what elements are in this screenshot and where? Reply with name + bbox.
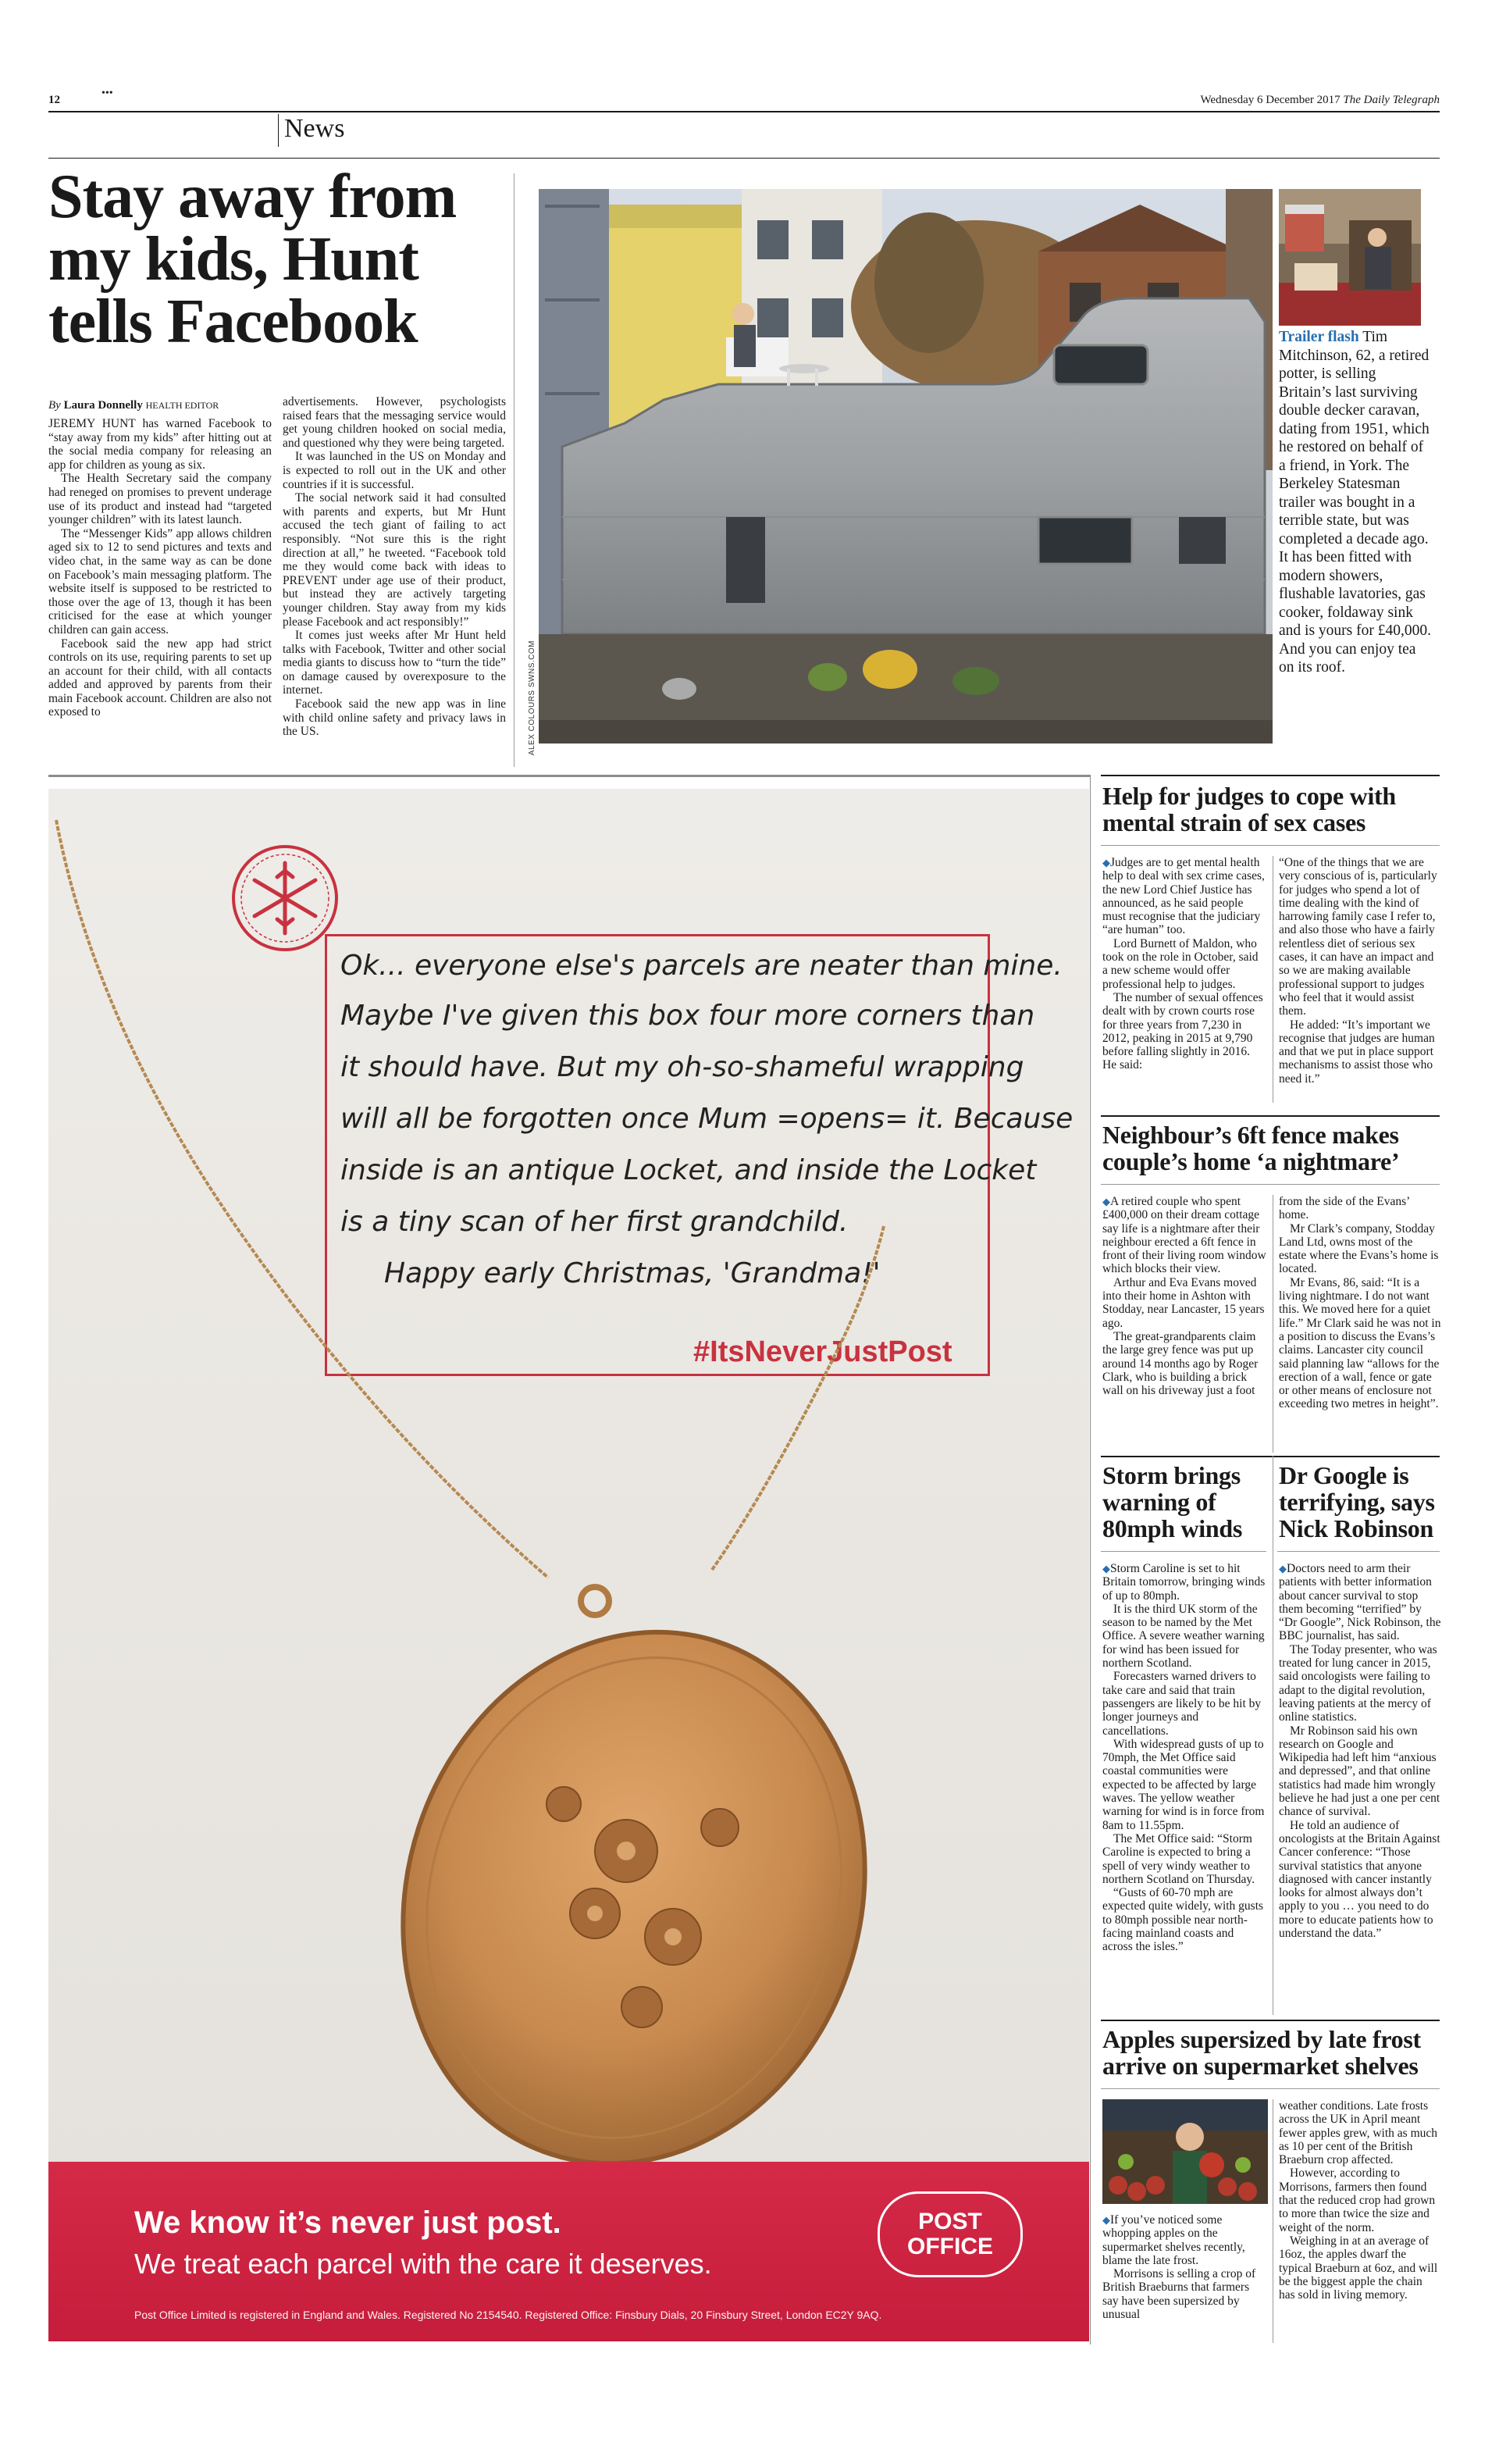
google-column <box>1279 1562 1441 1940</box>
paragraph <box>1102 2213 1266 2267</box>
paragraph: from the side of the Evans’ home. <box>1279 1195 1410 1222</box>
brief-rule <box>1101 2020 1440 2021</box>
headline-line: terrifying, says <box>1279 1488 1435 1516</box>
paper-name: The Daily Telegraph <box>1343 94 1440 106</box>
apples-photo <box>1102 2099 1268 2204</box>
masthead-rule <box>48 111 1440 112</box>
byline-name: Laura Donnelly <box>63 399 143 412</box>
ad-subline: We treat each parcel with the care it deserves. <box>134 2248 712 2280</box>
locket-icon <box>48 789 1089 2162</box>
paragraph: He told an audience of oncologists at the Britain Against Cancer conference: “Those survival statistics that anyone diagnosed with cancer instantly looks for almost always don’t apply to you … you need to do more to educate patients how to understand the data.” <box>1279 1818 1440 1941</box>
hashtag: #ItsNeverJustPost <box>693 1335 952 1368</box>
ad-footer-band <box>48 2162 1089 2341</box>
headline-line: my kids, Hunt <box>48 225 418 294</box>
handwriting-line: Happy early Christmas, 'Grandma!' <box>384 1257 881 1289</box>
brief-subrule <box>1101 845 1440 846</box>
paragraph: The social network said it had consulted with parents and experts, but Mr Hunt accused the tech giant of failing to act responsibly. “Not sure this is the right direction at all,” he tweeted. “Facebook told me they would come back with ideas to PREVENT under age use of their product, but instead they are actively targeting younger children. Stay away from my kids please Facebook and act responsibly!” <box>283 491 506 629</box>
paragraph: Mr Clark’s company, Stodday Land Ltd, owns most of the estate where the Evans’s home is located. <box>1279 1221 1439 1276</box>
paragraph: The great-grandparents claim the large grey fence was put up around 14 months ago by Roger Clark, who is building a brick wall on his driveway just a foot <box>1102 1329 1259 1398</box>
paragraph-text: Judges are to get mental health help to deal with sex crime cases, the new Lord Chief Justice has announced, as he said people must recognise that the judiciary “are human” too. <box>1102 856 1265 937</box>
brief-rule <box>1101 775 1440 776</box>
paragraph: The Today presenter, who was treated for lung cancer in 2015, said oncologists were failing to adapt to the digital revolution, leaving patients at the mercy of online statistics. <box>1279 1642 1437 1724</box>
diamond-icon: ◆ <box>1102 1196 1110 1207</box>
diamond-icon: ◆ <box>1102 857 1110 868</box>
paragraph: It comes just weeks after Mr Hunt held talks with Facebook, Twitter and other social media giants to discuss how to “turn the tide” on damage caused by overexposure to the internet. <box>283 629 506 697</box>
judges-headline: Help for judges to cope with mental strain of sex cases <box>1102 782 1396 836</box>
headline-line: warning of <box>1102 1488 1216 1516</box>
fence-column-1 <box>1102 1195 1266 1397</box>
paragraph: The Health Secretary said the company had reneged on promises to prevent underage use of its product and instead had “targeted younger children” with its latest launch. <box>48 472 272 527</box>
judges-column-2 <box>1279 856 1441 1086</box>
headline-line: Nick Robinson <box>1279 1514 1433 1542</box>
paragraph: “Gusts of 60-70 mph are expected quite widely, with gusts to 80mph possible near north-facing mainland coasts and across the isles.” <box>1102 1886 1264 1954</box>
byline-by: By <box>48 399 61 412</box>
paragraph: Lord Burnett of Maldon, who took on the role in October, said a new scheme would offer professional help to judges. <box>1102 936 1259 991</box>
post-office-logo <box>878 2191 1023 2277</box>
ad-slogan: We know it’s never just post. <box>134 2205 561 2240</box>
story-column-1 <box>48 417 272 719</box>
paragraph: Forecasters warned drivers to take care and said that train passengers are likely to be hit by longer journeys and cancellations. <box>1102 1670 1262 1738</box>
byline <box>48 398 267 412</box>
paragraph: Morrisons is selling a crop of British Braeburns that farmers say have been supersized by unusual <box>1102 2267 1256 2322</box>
paragraph: It was launched in the US on Monday and is expected to roll out in the UK and other countries if it is successful. <box>283 450 506 491</box>
paragraph <box>1102 856 1266 937</box>
dateline <box>1200 94 1440 107</box>
headline-line: Stay away from <box>48 162 457 231</box>
paragraph-text: A retired couple who spent £400,000 on their dream cottage say life is a nightmare after their neighbour erected a 6ft fence in front of their living room window which blocks their view. <box>1102 1195 1266 1276</box>
paragraph: Arthur and Eva Evans moved into their home in Ashton with Stodday, near Lancaster, 15 years ago. <box>1102 1275 1265 1330</box>
section-rule <box>48 158 1440 159</box>
paragraph: With widespread gusts of up to 70mph, the Met Office said coastal communities were expected to be affected by large waves. The yellow weather warning for wind is in force from 8am to 11.55pm. <box>1102 1737 1265 1832</box>
photo-credit: ALEX COLOURS SWNS.COM <box>528 640 536 756</box>
brief-subrule <box>1101 1551 1266 1552</box>
handwriting-line: Ok... everyone else's parcels are neater than mine. <box>340 950 1063 982</box>
section-divider <box>278 114 279 147</box>
diamond-icon: ◆ <box>1279 1563 1287 1574</box>
caravan-photo <box>539 189 1273 743</box>
headline-line: Storm brings <box>1102 1461 1241 1489</box>
section-label: News <box>284 114 345 143</box>
ad-top-rule <box>48 775 1090 777</box>
paragraph: The number of sexual offences dealt with by crown courts rose for three years from 7,230 in 2012, peaking in 2015 at 9,790 before falling slightly in 2016. He said: <box>1102 990 1263 1072</box>
paragraph-text: Doctors need to arm their patients with better information about cancer survival to stop them becoming “terrified” by “Dr Google”, Nick Robinson, the BBC journalist, has said. <box>1279 1562 1441 1643</box>
brief-subrule <box>1277 1551 1440 1552</box>
column-rule <box>514 173 515 767</box>
logo-line: POST <box>918 2209 982 2234</box>
paragraph-text: Storm Caroline is set to hit Britain tomorrow, bringing winds of up to 80mph. <box>1102 1562 1266 1603</box>
photo-caption <box>1279 328 1432 677</box>
paragraph: “One of the things that we are very conscious of is, particularly for judges who spend a lot of time dealing with the kind of harrowing family case I refer to, and also those who have a fairly relentless diet of serious sex cases, it can have an impact and so we are making available professional support to judges who feel that it would assist them. <box>1279 856 1437 1018</box>
judges-column-1 <box>1102 856 1266 1072</box>
google-headline <box>1279 1462 1443 1542</box>
storm-column <box>1102 1562 1266 1954</box>
headline-line: tells Facebook <box>48 287 418 356</box>
brief-subrule <box>1101 1184 1440 1185</box>
ad-legal: Post Office Limited is registered in England and Wales. Registered No 2154540. Registered Office: Finsbury Dials, 20 Finsbury Street, London EC2Y 9AQ. <box>134 2309 882 2321</box>
paragraph-text: If you’ve noticed some whopping apples on the supermarket shelves recently, blame the late frost. <box>1102 2213 1245 2267</box>
apples-column-2 <box>1279 2099 1441 2302</box>
paragraph: JEREMY HUNT has warned Facebook to “stay away from my kids” after hitting out at the social media company for releasing an app for children as young as six. <box>48 417 272 472</box>
handwriting-line: is a tiny scan of her first grandchild. <box>340 1206 849 1238</box>
caption-body: Tim Mitchinson, 62, a retired potter, is selling Britain’s last surviving double decker caravan, dating from 1951, which he restored on behalf of a friend, in York. The Berkeley Statesman trailer was bought in a terrible state, but was completed a decade ago. It has been fitted with modern showers, flushable lavatories, gas cooker, foldaway sink and is yours for £40,000. And you can enjoy tea on its roof. <box>1279 329 1431 676</box>
paragraph: However, according to Morrisons, farmers then found that the reduced crop had grown to more than twice the size and weight of the norm. <box>1279 2166 1436 2234</box>
paragraph: Mr Robinson said his own research on Google and Wikipedia had left him “anxious and depressed”, and that online statistics had made him wrongly believe he had just a one per cent chance of survival. <box>1279 1724 1440 1819</box>
logo-line: OFFICE <box>907 2234 993 2259</box>
fence-column-2 <box>1279 1195 1441 1411</box>
headline-line: 80mph winds <box>1102 1514 1242 1542</box>
apples-headline: Apples supersized by late frost arrive on supermarket shelves <box>1102 2025 1421 2080</box>
apples-column-1 <box>1102 2213 1266 2321</box>
story-column-2 <box>283 395 506 739</box>
diamond-icon: ◆ <box>1102 1563 1110 1574</box>
date-text: Wednesday 6 December 2017 <box>1200 94 1341 106</box>
brief-rule <box>1101 1456 1440 1457</box>
headline-line: Dr Google is <box>1279 1461 1409 1489</box>
paragraph: Weighing in at an average of 16oz, the apples dwarf the typical Braeburn at 6oz, and will be the biggest apple the chain has sold in living memory. <box>1279 2234 1438 2302</box>
page-number: 12 <box>48 94 60 106</box>
brief-rule <box>1101 1115 1440 1117</box>
paragraph: The Met Office said: “Storm Caroline is expected to bring a spell of very windy weather to northern Scotland on Thursday. <box>1102 1831 1255 1886</box>
paragraph: Mr Evans, 86, said: “It is a living nightmare. I do not want this. We moved here for a quiet life.” Mr Clark said he was not in a position to discuss the Evans’s claims. Lancaster city council said planning law “allows for the erection of a wall, fence or gate or other means of enclosure not exceeding two metres in height”. <box>1279 1275 1441 1411</box>
inset-photo <box>1279 189 1421 326</box>
handwriting-line: it should have. But my oh-so-shameful wrapping <box>340 1051 1024 1083</box>
briefs-left-rule <box>1090 775 1091 2345</box>
paragraph <box>1279 1562 1441 1643</box>
brief-subrule <box>1101 2088 1440 2089</box>
paragraph <box>1102 1562 1266 1603</box>
handwriting-line: inside is an antique Locket, and inside the Locket <box>340 1154 1037 1186</box>
paragraph: Facebook said the new app had strict controls on its use, requiring parents to set up an account for their child, with all contacts added and approved by parents from their main Facebook account. Children are also not exposed to <box>48 637 272 719</box>
storm-headline <box>1102 1462 1268 1542</box>
paragraph: It is the third UK storm of the season to be named by the Met Office. A severe weather warning for wind has been issued for northern Scotland. <box>1102 1602 1265 1671</box>
byline-role: HEALTH EDITOR <box>145 400 219 411</box>
fence-headline: Neighbour’s 6ft fence makes couple’s home ‘a nightmare’ <box>1102 1121 1400 1175</box>
main-headline <box>48 162 517 356</box>
paragraph: weather conditions. Late frosts across the UK in April meant fewer apples grew, with as much as 10 per cent of the British Braeburn crop affected. <box>1279 2099 1438 2167</box>
paragraph: The “Messenger Kids” app allows children aged six to 12 to send pictures and texts and video chat, in the same way as can be done on Facebook’s main messaging platform. The website itself is supposed to be restricted to those over the age of 13, though it has been criticised for the ease at which younger children can gain access. <box>48 526 272 637</box>
handwriting-line: Maybe I've given this box four more corners than <box>340 1000 1035 1032</box>
diamond-icon: ◆ <box>1102 2214 1110 2226</box>
post-office-advert <box>48 789 1089 2341</box>
handwriting-line: will all be forgotten once Mum =opens= it. Because <box>340 1103 1074 1135</box>
paragraph: Facebook said the new app was in line with child online safety and privacy laws in the US. <box>283 697 506 739</box>
paragraph <box>1102 1195 1266 1276</box>
ellipsis-mark: ••• <box>101 87 113 99</box>
caption-lead: Trailer flash <box>1279 329 1359 345</box>
paragraph: He added: “It’s important we recognise that judges are human and that we put in place support mechanisms to assist those who need it.” <box>1279 1018 1435 1086</box>
paragraph: advertisements. However, psychologists raised fears that the messaging service would get young children hooked on social media, and questioned why they were being targeted. <box>283 395 506 450</box>
